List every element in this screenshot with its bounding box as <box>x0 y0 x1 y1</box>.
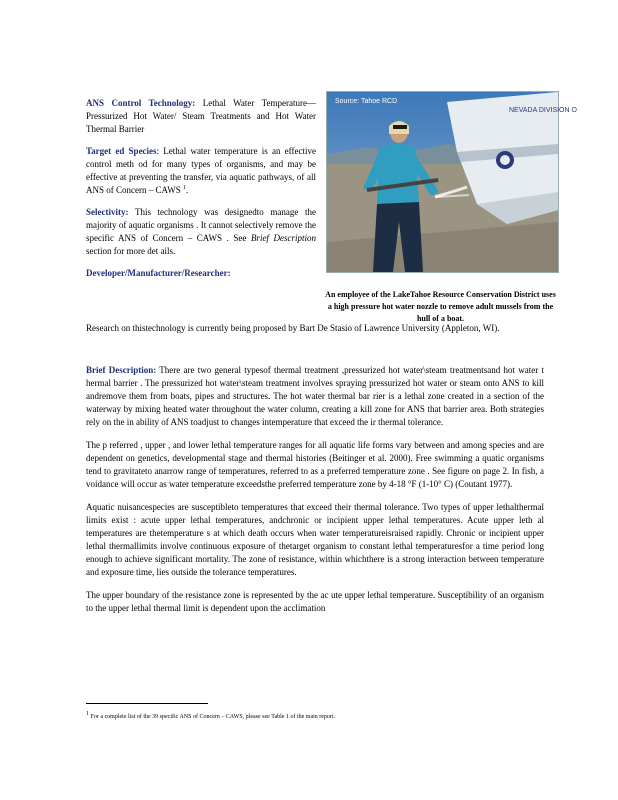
technology-title-label: ANS Control Technology: <box>86 98 196 108</box>
target-species-text: : Lethal water temperature is an effective control meth od for many types of organisms, and may be effective at preventing the transfer, via aquatic pathways, of all ANS of Concern – CAWS <box>86 146 316 195</box>
selectivity-text-a: This technology was designedto manage the majority of aquatic organisms . It cannot selectively remove the specific ANS of Concern – CAWS . See <box>86 207 316 243</box>
developer-heading <box>86 267 316 280</box>
brief-label: Brief Description: <box>86 365 157 375</box>
photo-illustration <box>327 92 577 272</box>
photo <box>326 91 577 273</box>
technology-title-text: Lethal Water Temperature— Pressurized Hot Water/ Steam Treatments and Hot Water Thermal Barrier <box>86 98 316 134</box>
selectivity <box>86 206 316 258</box>
research-text: Research on thistechnology is currently being proposed by Bart De Stasio of Lawrence University (Appleton, WI). <box>86 323 500 333</box>
photo-source: Source: Tahoe RCD <box>335 98 398 105</box>
footnote <box>86 713 556 722</box>
brief-paragraph-4: The upper boundary of the resistance zone is represented by the ac ute upper lethal temperature. Susceptibility of an organism to the upper lethal thermal limit is dependent upon the acclimation <box>86 590 544 613</box>
brief-p1-text: There are two general typesof thermal treatment ,pressurized hot water\steam treatmentsand hot water t hermal barrier . The pressurized hot water\steam treatment involves spraying pressurized hot water or steam onto ANS to kill andremove them from boats, pipes and structures. The hot water thermal bar rier is a lethal zone created in a section of the waterway by mixing heated water throughout the water column, creating a kill zone for ANS that barrier area. Both strategies rely on the in ability of ANS toadjust to changes intemperature that exceed the ir thermal tolerance. <box>86 365 545 427</box>
target-species <box>86 145 316 197</box>
boat-lettering: NEVADA DIVISION O <box>509 107 577 114</box>
selectivity-text-b: section for more det ails. <box>86 246 176 256</box>
target-species-label: Target ed Species <box>86 146 157 156</box>
photo-caption: An employee of the LakeTahoe Resource Conservation District uses a high pressure hot water nozzle to remove adult mussels from the hull of a boat. <box>325 290 556 323</box>
left-column <box>86 97 316 281</box>
selectivity-label: Selectivity: <box>86 207 129 217</box>
brief-paragraph-3: Aquatic nuisancespecies are susceptibleto temperatures that exceed their thermal tolerance. Two types of upper lethalthermal limits exist : acute upper lethal temperatures, andchronic or incipient upper lethal temperatures. Acute upper leth al temperatures are thetemperature s at which death occurs when water temperatureisraised rapidly. Chronic or incipient upper lethal thermallimits involve continuous exposure of thetarget organism to constant lethal temperaturesfor a time period long enough to achieve significant mortality. The zone of resistance, within whichthere is a strong interaction between temperature and exposure time, lies outside the tolerance temperatures. <box>86 502 544 577</box>
developer-label: Developer/Manufacturer/Researcher: <box>86 268 231 278</box>
brief-paragraph-2: The p referred , upper , and lower lethal temperature ranges for all aquatic life forms vary between and among species and are dependent on genetics, developmental stage and thermal histories (Beitinger et al. 2000). Free swimming a quatic organisms tend to gravitateto anarrow range of temperatures, referred to as a preferred temperature zone . See figure on page 2. In fish, a voidance will occur as water temperature exceedsthe preferred temperature zone by 4-18 °F (1-10° C) (Coutant 1977). <box>86 440 544 489</box>
footnote-number: 1 <box>86 711 89 717</box>
selectivity-italic: Brief Description <box>250 233 316 243</box>
target-species-end: . <box>186 185 189 195</box>
footnote-rule <box>86 703 208 704</box>
brief-paragraph-1 <box>86 364 544 429</box>
brief-description <box>86 364 544 625</box>
footnote-text: For a complete list of the 39 specific ANS of Concern – CAWS, please see Table 1 of the main report. <box>89 714 336 720</box>
technology-title <box>86 97 316 136</box>
footnote-marker: 1 <box>183 185 187 191</box>
